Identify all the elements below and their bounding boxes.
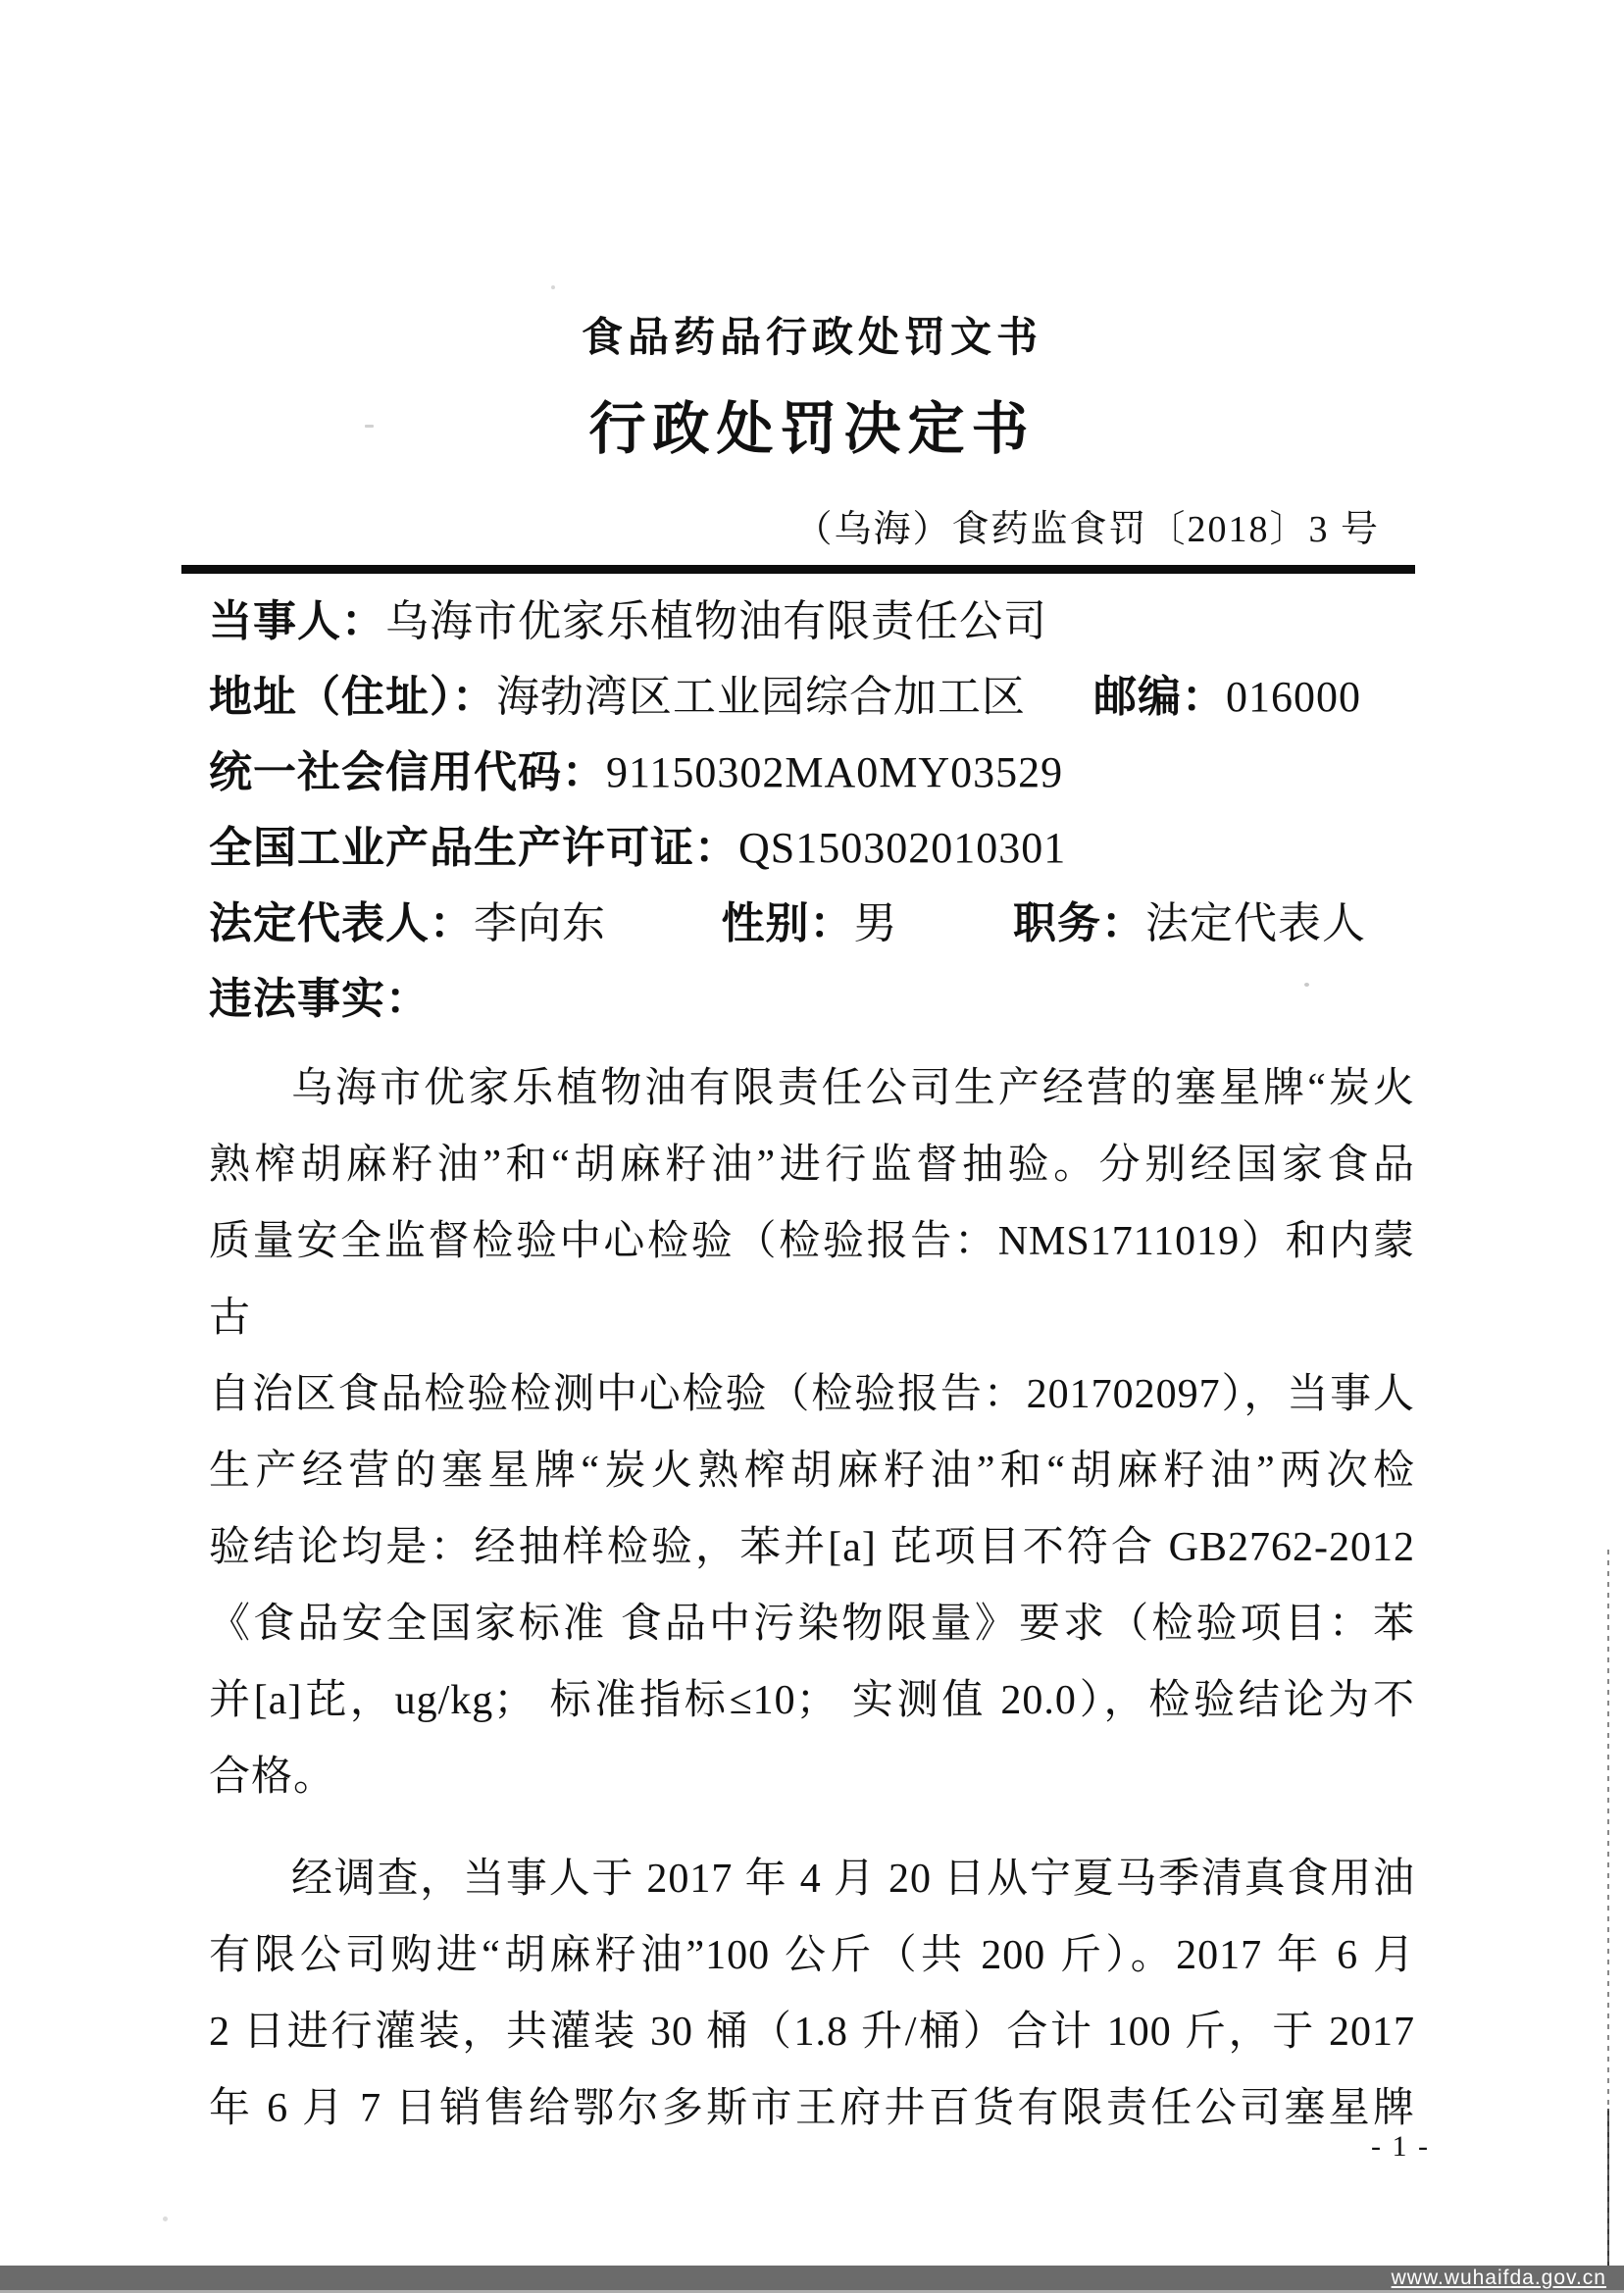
field-postcode-value: 016000 [1226,673,1361,721]
body-line: 有限公司购进“胡麻籽油”100 公斤（共 200 斤）。2017 年 6 月 [209,1933,1415,1978]
footer-url-link[interactable]: www.wuhaifda.gov.cn [1391,2266,1606,2289]
field-party-value: 乌海市优家乐植物油有限责任公司 [385,597,1047,645]
facts-paragraph-2 [209,1841,1415,2147]
body-line: 合格。 [209,1755,336,1800]
body-line: 年 6 月 7 日销售给鄂尔多斯市王府井百货有限责任公司塞星牌 [209,2086,1415,2131]
body-line: 经调查，当事人于 2017 年 4 月 20 日从宁夏马季清真食用油 [291,1857,1415,1902]
field-gender-group [722,899,898,948]
field-gender-label: 性别： [721,899,854,947]
body-line: 2 日进行灌装，共灌装 30 桶（1.8 升/桶）合计 100 斤，于 2017 [209,2010,1415,2055]
body-line: 生产经营的塞星牌“炭火熟榨胡麻籽油”和“胡麻籽油”两次检 [209,1449,1415,1494]
body-line: 《食品安全国家标准 食品中污染物限量》要求（检验项目：苯 [209,1602,1415,1647]
field-address-label: 地址（住址）： [209,673,496,721]
body-line: 验结论均是：经抽样检验，苯并[a] 芘项目不符合 GB2762-2012 [209,1525,1415,1570]
field-license [209,824,1415,873]
body-line: 自治区食品检验检测中心检验（检验报告：201702097），当事人 [209,1372,1415,1417]
field-address [209,673,1415,722]
field-legal-rep [209,899,1415,948]
scan-speck [365,425,374,428]
field-license-label: 全国工业产品生产许可证： [209,824,738,872]
document-title: 行政处罚决定书 [588,397,1036,461]
body-line: 乌海市优家乐植物油有限责任公司生产经营的塞星牌“炭火 [291,1066,1415,1111]
field-credit-code [209,748,1415,797]
document-content [209,294,1415,2147]
facts-heading-label: 违法事实： [209,975,430,1023]
field-party-label: 当事人： [209,597,385,645]
footer-bar [0,2266,1624,2290]
scan-speck [163,2217,168,2221]
field-credit-code-value: 91150302MA0MY03529 [606,748,1064,796]
body-line: 质量安全监督检验中心检验（检验报告：NMS1711019）和内蒙古 [209,1219,1415,1341]
field-postcode-label: 邮编： [1093,673,1226,721]
facts-heading [209,975,1415,1024]
field-credit-code-label: 统一社会信用代码： [209,748,606,796]
field-address-value: 海勃湾区工业园综合加工区 [496,673,1026,721]
field-license-value: QS150302010301 [738,824,1067,872]
scan-speck [551,285,555,289]
field-legal-rep-label: 法定代表人： [209,899,474,947]
document-number: （乌海）食药监食罚〔2018〕3 号 [794,509,1380,550]
field-title-label: 职务： [1013,899,1145,947]
body-line: 并[a]芘，ug/kg； 标准指标≤10； 实测值 20.0），检验结论为不 [209,1678,1415,1723]
field-legal-rep-value: 李向东 [474,899,606,947]
document-category-title: 食品药品行政处罚文书 [581,314,1042,360]
scan-speck [1304,983,1309,987]
field-postcode-group [1093,673,1415,722]
field-party [209,597,1415,646]
scan-artifact-solid-line [1607,2109,1609,2290]
field-address-group [209,673,1026,722]
field-gender-value: 男 [853,899,898,947]
page-number: - 1 - [1371,2130,1430,2163]
field-title-value: 法定代表人 [1145,899,1366,947]
field-title-group [1013,899,1366,948]
header-divider-rule [181,565,1415,574]
field-legal-rep-group [209,899,606,948]
facts-paragraph-1 [209,1050,1415,1815]
body-line: 熟榨胡麻籽油”和“胡麻籽油”进行监督抽验。分别经国家食品 [209,1143,1415,1188]
